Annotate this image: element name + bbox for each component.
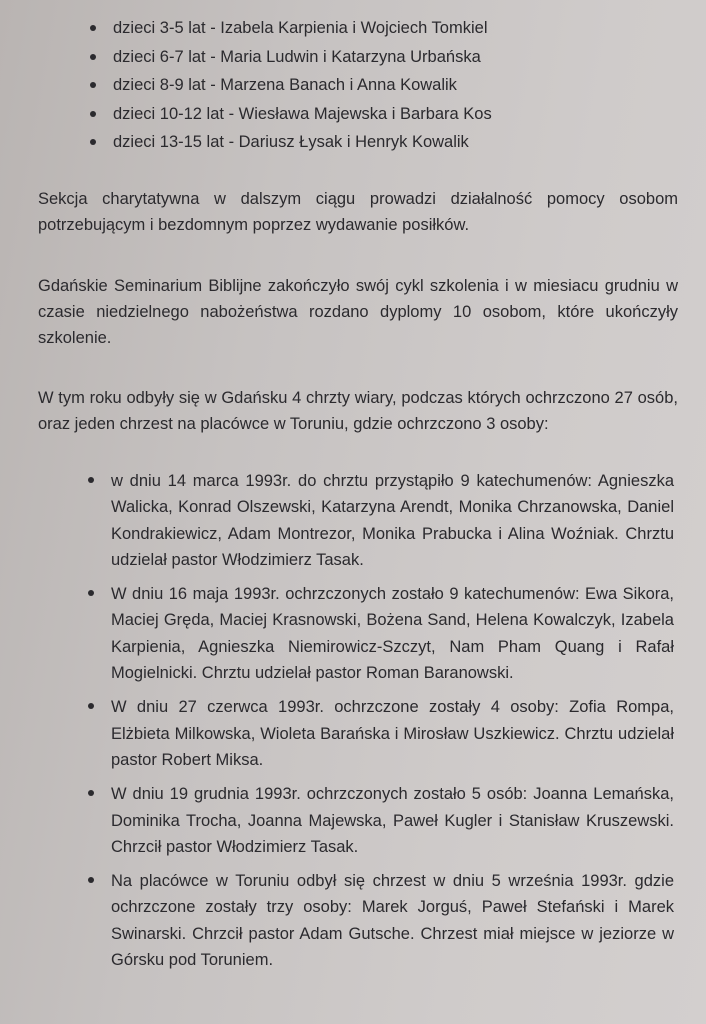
list-item-text: dzieci 10-12 lat - Wiesława Majewska i Barbara Kos [113,104,492,123]
bullet-icon [88,477,94,483]
list-item [90,14,680,43]
list-item [90,43,680,72]
bullet-icon [90,82,96,88]
list-item [90,71,680,100]
list-item [88,581,674,686]
list-item [90,128,680,157]
list-item-text: W dniu 16 maja 1993r. ochrzczonych zostało 9 katechumenów: Ewa Sikora, Maciej Gręda, Maciej Krasnowski, Bożena Sand, Helena Kowalczyk, Izabela Karpienia, Agnieszka Niemirowicz-Szczyt, Nam Pham Quang i Rafał Mogielnicki. Chrztu udzielał pastor Roman Baranowski. [111,585,674,683]
list-item [88,868,674,973]
bullet-icon [90,139,96,145]
children-groups-list [90,14,680,157]
baptisms-list [88,468,674,981]
list-item [90,100,680,129]
bullet-icon [90,111,96,117]
list-item-text: w dniu 14 marca 1993r. do chrztu przystąpiło 9 katechumenów: Agnieszka Walicka, Konrad Olszewski, Katarzyna Arendt, Monika Chrzanowska, Daniel Kondrakiewicz, Adam Montrezor, Monika Prabucka i Alina Woźniak. Chrztu udzielał pastor Włodzimierz Tasak. [111,472,674,569]
list-item-text: dzieci 13-15 lat - Dariusz Łysak i Henryk Kowalik [113,133,469,152]
bullet-icon [88,790,94,796]
list-item [88,694,674,773]
list-item-text: Na placówce w Toruniu odbył się chrzest w dniu 5 września 1993r. gdzie ochrzczone zostały trzy osoby: Marek Jorguś, Paweł Stefański i Marek Swinarski. Chrzcił pastor Adam Gutsche. Chrzest miał miejsce w jeziorze w Górsku pod Toruniem. [111,872,674,970]
list-item-text: dzieci 8-9 lat - Marzena Banach i Anna Kowalik [113,76,457,95]
baptisms-intro-paragraph: W tym roku odbyły się w Gdańsku 4 chrzty wiary, podczas których ochrzczono 27 osób, oraz jeden chrzest na placówce w Toruniu, gdzie ochrzczono 3 osoby: [38,389,678,433]
bullet-icon [88,877,94,883]
bullet-icon [90,25,96,31]
bullet-icon [88,590,94,596]
seminary-paragraph: Gdańskie Seminarium Biblijne zakończyło swój cykl szkolenia i w miesiacu grudniu w czasie niedzielnego nabożeństwa rozdano dyplomy 10 osobom, które ukończyły szkolenie. [38,277,678,347]
charity-paragraph: Sekcja charytatywna w dalszym ciągu prowadzi działalność pomocy osobom potrzebującym i bezdomnym poprzez wydawanie posiłków. [38,190,678,234]
bullet-icon [88,703,94,709]
list-item-text: dzieci 6-7 lat - Maria Ludwin i Katarzyna Urbańska [113,47,481,66]
list-item [88,468,674,573]
list-item-text: dzieci 3-5 lat - Izabela Karpienia i Wojciech Tomkiel [113,19,488,37]
list-item [88,781,674,860]
list-item-text: W dniu 19 grudnia 1993r. ochrzczonych zostało 5 osób: Joanna Lemańska, Dominika Trocha, Joanna Majewska, Paweł Kugler i Stanisław Kruszewski. Chrzcił pastor Włodzimierz Tasak. [111,785,674,856]
list-item-text: W dniu 27 czerwca 1993r. ochrzczone zostały 4 osoby: Zofia Rompa, Elżbieta Milkowska, Wioleta Barańska i Mirosław Uszkiewicz. Chrztu udzielał pastor Robert Miksa. [111,698,674,769]
bullet-icon [90,54,96,60]
